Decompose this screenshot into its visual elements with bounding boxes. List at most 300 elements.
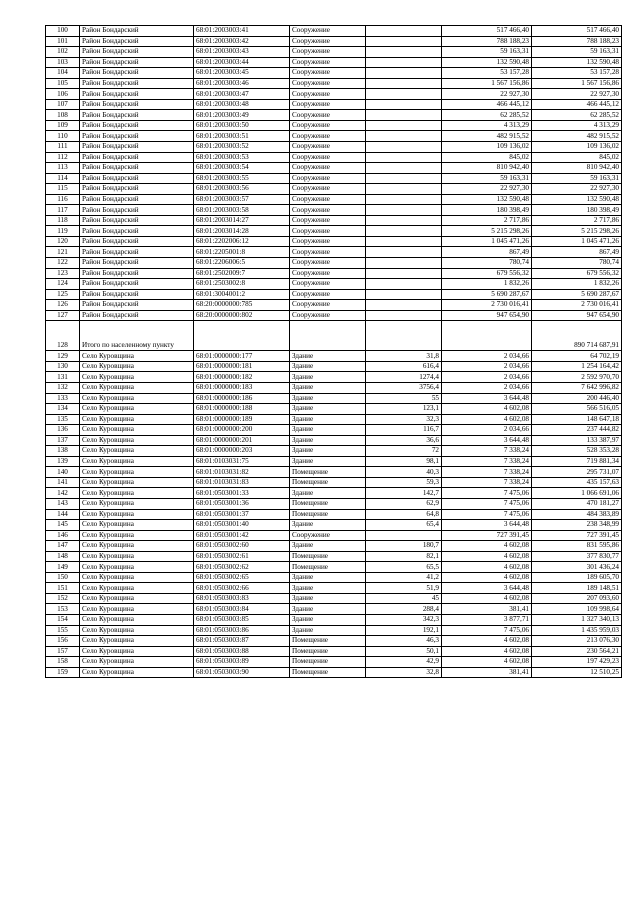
cell-cadastral-number: 68:01:0000000:177 (194, 351, 290, 362)
cell-unit-value: 788 188,23 (442, 36, 532, 47)
cell-unit-value: 2 034,66 (442, 372, 532, 383)
cell-object-type: Сооружение (290, 247, 366, 258)
table-row (46, 57, 622, 68)
table-row (46, 520, 622, 531)
cell-object-type: Здание (290, 351, 366, 362)
cell-cadastral-number: 68:01:2202006:12 (194, 236, 290, 247)
cell-object-type: Помещение (290, 498, 366, 509)
cell-locality: Село Куровщина (80, 446, 194, 457)
cell-area (366, 78, 442, 89)
cell-cadastral-number: 68:01:2003003:49 (194, 110, 290, 121)
cell-object-type: Здание (290, 593, 366, 604)
table-row (46, 99, 622, 110)
cell-unit-value: 4 313,29 (442, 120, 532, 131)
cell-unit-value: 132 590,48 (442, 194, 532, 205)
cell-unit-value: 381,41 (442, 667, 532, 678)
cell-area (366, 236, 442, 247)
cell-area: 45 (366, 593, 442, 604)
cell-row-number: 156 (46, 636, 80, 647)
cell-cadastral-value: 719 881,34 (532, 456, 622, 467)
cell-cadastral-number: 68:01:2003014:27 (194, 215, 290, 226)
cell-cadastral-value: 189 148,51 (532, 583, 622, 594)
cell-object-type: Сооружение (290, 152, 366, 163)
cell-row-number: 155 (46, 625, 80, 636)
cell-row-number: 104 (46, 68, 80, 79)
table-row (46, 583, 622, 594)
table-row (46, 425, 622, 436)
table-row (46, 173, 622, 184)
cell-row-number: 111 (46, 142, 80, 153)
cell-cadastral-number: 68:01:2003003:57 (194, 194, 290, 205)
cell-unit-value: 2 034,66 (442, 361, 532, 372)
cell-area: 62,9 (366, 498, 442, 509)
cell-cadastral-number: 68:01:2003003:56 (194, 184, 290, 195)
cell-area: 192,1 (366, 625, 442, 636)
table-row (46, 372, 622, 383)
cell-locality: Село Куровщина (80, 509, 194, 520)
cell-cadastral-number: 68:01:0503003:88 (194, 646, 290, 657)
cell-row-number: 125 (46, 289, 80, 300)
cell-row-number: 135 (46, 414, 80, 425)
cell-object-type: Сооружение (290, 258, 366, 269)
cell-object-type: Сооружение (290, 289, 366, 300)
cell-row-number: 120 (46, 236, 80, 247)
table-row (46, 205, 622, 216)
cell-cadastral-value: 237 444,82 (532, 425, 622, 436)
cell-cadastral-value: 780,74 (532, 258, 622, 269)
cell-cadastral-value: 22 927,30 (532, 89, 622, 100)
cell-locality: Село Куровщина (80, 551, 194, 562)
cell-unit-value: 5 690 287,67 (442, 289, 532, 300)
table-body (46, 26, 622, 678)
table-row (46, 572, 622, 583)
cell-object-type: Сооружение (290, 142, 366, 153)
table-row (46, 310, 622, 321)
cell-locality: Село Куровщина (80, 393, 194, 404)
cell-cadastral-value: 7 642 996,82 (532, 382, 622, 393)
cell-unit-value: 2 034,66 (442, 351, 532, 362)
cell-cadastral-number: 68:01:0503003:84 (194, 604, 290, 615)
cell-cadastral-value: 2 730 016,41 (532, 300, 622, 311)
cell-unit-value: 53 157,28 (442, 68, 532, 79)
cell-cadastral-value: 5 690 287,67 (532, 289, 622, 300)
cell-unit-value: 2 730 016,41 (442, 300, 532, 311)
cell-locality: Село Куровщина (80, 593, 194, 604)
cell-area (366, 152, 442, 163)
cell-area (366, 36, 442, 47)
cell-cadastral-number: 68:01:0503001:33 (194, 488, 290, 499)
cell-object-type: Здание (290, 583, 366, 594)
cell-unit-value: 180 398,49 (442, 205, 532, 216)
cell-object-type: Здание (290, 414, 366, 425)
cell-row-number: 152 (46, 593, 80, 604)
cell-cadastral-number: 68:01:0000000:200 (194, 425, 290, 436)
cell-row-number: 102 (46, 47, 80, 58)
cell-area (366, 289, 442, 300)
cell-cadastral-value: 132 590,48 (532, 57, 622, 68)
cell-locality: Район Бондарский (80, 289, 194, 300)
cell-area: 142,7 (366, 488, 442, 499)
cell-area: 3756,4 (366, 382, 442, 393)
cell-cadastral-number: 68:01:2003003:51 (194, 131, 290, 142)
cell-area: 342,3 (366, 614, 442, 625)
cell-object-type: Помещение (290, 636, 366, 647)
cell-unit-value: 4 602,08 (442, 551, 532, 562)
cell-unit-value: 7 338,24 (442, 446, 532, 457)
cell-row-number: 123 (46, 268, 80, 279)
cell-area (366, 247, 442, 258)
cell-unit-value: 2 034,66 (442, 425, 532, 436)
cell-row-number: 158 (46, 657, 80, 668)
cell-row-number: 142 (46, 488, 80, 499)
table-row (46, 78, 622, 89)
cell-area (366, 321, 442, 351)
cell-object-type: Сооружение (290, 300, 366, 311)
cell-area (366, 205, 442, 216)
cell-cadastral-number: 68:01:0503001:37 (194, 509, 290, 520)
cell-area (366, 68, 442, 79)
property-table (45, 25, 622, 678)
cell-object-type: Сооружение (290, 36, 366, 47)
cell-cadastral-number: 68:01:0503001:42 (194, 530, 290, 541)
cell-cadastral-value: 810 942,40 (532, 163, 622, 174)
cell-cadastral-number: 68:01:2003003:55 (194, 173, 290, 184)
cell-cadastral-number: 68:01:0503002:60 (194, 541, 290, 552)
cell-row-number: 127 (46, 310, 80, 321)
cell-locality: Район Бондарский (80, 110, 194, 121)
cell-row-number: 108 (46, 110, 80, 121)
cell-locality: Район Бондарский (80, 26, 194, 37)
cell-locality: Район Бондарский (80, 36, 194, 47)
cell-locality: Село Куровщина (80, 467, 194, 478)
cell-cadastral-number: 68:01:0503003:90 (194, 667, 290, 678)
cell-area: 82,1 (366, 551, 442, 562)
cell-locality: Село Куровщина (80, 604, 194, 615)
cell-cadastral-number: 68:01:2003003:43 (194, 47, 290, 58)
cell-cadastral-value: 148 647,18 (532, 414, 622, 425)
cell-cadastral-value: 435 157,63 (532, 477, 622, 488)
cell-locality: Село Куровщина (80, 435, 194, 446)
cell-cadastral-value: 12 510,25 (532, 667, 622, 678)
table-row (46, 467, 622, 478)
cell-row-number: 106 (46, 89, 80, 100)
cell-locality: Село Куровщина (80, 657, 194, 668)
cell-row-number: 144 (46, 509, 80, 520)
cell-object-type: Сооружение (290, 120, 366, 131)
cell-unit-value: 5 215 298,26 (442, 226, 532, 237)
cell-area: 72 (366, 446, 442, 457)
table-row (46, 636, 622, 647)
cell-area (366, 279, 442, 290)
cell-cadastral-value: 230 564,21 (532, 646, 622, 657)
cell-area: 46,3 (366, 636, 442, 647)
cell-object-type: Сооружение (290, 236, 366, 247)
cell-cadastral-number: 68:01:3004001:2 (194, 289, 290, 300)
cell-cadastral-value: 679 556,32 (532, 268, 622, 279)
cell-unit-value: 7 338,24 (442, 477, 532, 488)
cell-locality: Район Бондарский (80, 120, 194, 131)
cell-cadastral-value: 133 387,97 (532, 435, 622, 446)
cell-area (366, 173, 442, 184)
cell-object-type (290, 321, 366, 351)
cell-row-number: 118 (46, 215, 80, 226)
cell-object-type: Здание (290, 488, 366, 499)
cell-area (366, 184, 442, 195)
cell-row-number: 128 (46, 321, 80, 351)
cell-object-type: Сооружение (290, 205, 366, 216)
cell-cadastral-value: 180 398,49 (532, 205, 622, 216)
cell-object-type: Сооружение (290, 68, 366, 79)
cell-unit-value: 810 942,40 (442, 163, 532, 174)
cell-cadastral-value: 4 313,29 (532, 120, 622, 131)
cell-row-number: 131 (46, 372, 80, 383)
cell-cadastral-number: 68:01:2003003:53 (194, 152, 290, 163)
table-row (46, 498, 622, 509)
cell-cadastral-number: 68:01:0000000:203 (194, 446, 290, 457)
cell-cadastral-value: 470 181,27 (532, 498, 622, 509)
table-row (46, 268, 622, 279)
table-row (46, 667, 622, 678)
cell-area (366, 57, 442, 68)
cell-locality: Село Куровщина (80, 646, 194, 657)
cell-object-type: Сооружение (290, 268, 366, 279)
cell-cadastral-value: 59 163,31 (532, 173, 622, 184)
cell-object-type: Здание (290, 625, 366, 636)
cell-row-number: 132 (46, 382, 80, 393)
cell-area (366, 258, 442, 269)
cell-unit-value: 109 136,02 (442, 142, 532, 153)
cell-object-type: Здание (290, 404, 366, 415)
cell-area: 616,4 (366, 361, 442, 372)
cell-locality: Село Куровщина (80, 414, 194, 425)
cell-row-number: 124 (46, 279, 80, 290)
cell-locality: Село Куровщина (80, 477, 194, 488)
cell-unit-value: 1 567 156,86 (442, 78, 532, 89)
cell-object-type: Сооружение (290, 26, 366, 37)
cell-cadastral-number: 68:01:2003003:50 (194, 120, 290, 131)
cell-cadastral-number: 68:01:2003003:54 (194, 163, 290, 174)
table-row (46, 184, 622, 195)
table-row (46, 131, 622, 142)
cell-cadastral-value: 482 915,52 (532, 131, 622, 142)
cell-locality: Район Бондарский (80, 57, 194, 68)
table-row (46, 152, 622, 163)
cell-object-type: Здание (290, 382, 366, 393)
cell-unit-value: 7 338,24 (442, 456, 532, 467)
cell-unit-value (442, 321, 532, 351)
cell-object-type: Сооружение (290, 89, 366, 100)
table-row (46, 226, 622, 237)
table-row (46, 120, 622, 131)
cell-area: 50,1 (366, 646, 442, 657)
cell-locality: Район Бондарский (80, 99, 194, 110)
cell-locality: Район Бондарский (80, 205, 194, 216)
cell-row-number: 148 (46, 551, 80, 562)
cell-unit-value: 4 602,08 (442, 657, 532, 668)
cell-area: 51,9 (366, 583, 442, 594)
cell-area: 1274,4 (366, 372, 442, 383)
cell-cadastral-value: 301 436,24 (532, 562, 622, 573)
cell-locality: Село Куровщина (80, 488, 194, 499)
cell-locality: Село Куровщина (80, 614, 194, 625)
table-row (46, 562, 622, 573)
cell-locality: Итого по населенному пункту (80, 321, 194, 351)
table-row (46, 300, 622, 311)
cell-row-number: 114 (46, 173, 80, 184)
cell-locality: Село Куровщина (80, 636, 194, 647)
cell-unit-value: 4 602,08 (442, 541, 532, 552)
cell-cadastral-number: 68:01:0103031:82 (194, 467, 290, 478)
cell-row-number: 129 (46, 351, 80, 362)
cell-object-type: Здание (290, 614, 366, 625)
table-row (46, 404, 622, 415)
cell-area: 36,6 (366, 435, 442, 446)
cell-cadastral-value: 890 714 687,91 (532, 321, 622, 351)
cell-area: 123,1 (366, 404, 442, 415)
cell-unit-value: 482 915,52 (442, 131, 532, 142)
cell-cadastral-number: 68:01:0000000:183 (194, 382, 290, 393)
cell-unit-value: 3 644,48 (442, 435, 532, 446)
cell-row-number: 130 (46, 361, 80, 372)
cell-cadastral-value: 213 076,30 (532, 636, 622, 647)
cell-row-number: 117 (46, 205, 80, 216)
cell-locality: Район Бондарский (80, 163, 194, 174)
cell-row-number: 137 (46, 435, 80, 446)
table-row (46, 142, 622, 153)
cell-object-type: Сооружение (290, 310, 366, 321)
table-row (46, 593, 622, 604)
cell-cadastral-value: 867,49 (532, 247, 622, 258)
cell-area (366, 142, 442, 153)
cell-row-number: 149 (46, 562, 80, 573)
cell-cadastral-number: 68:01:0000000:181 (194, 361, 290, 372)
cell-unit-value: 780,74 (442, 258, 532, 269)
cell-locality: Село Куровщина (80, 498, 194, 509)
cell-cadastral-value: 517 466,40 (532, 26, 622, 37)
cell-area (366, 26, 442, 37)
cell-unit-value: 4 602,08 (442, 562, 532, 573)
cell-cadastral-number: 68:01:0503002:61 (194, 551, 290, 562)
cell-row-number: 101 (46, 36, 80, 47)
cell-unit-value: 62 285,52 (442, 110, 532, 121)
cell-cadastral-value: 109 136,02 (532, 142, 622, 153)
cell-unit-value: 7 475,06 (442, 498, 532, 509)
table-row (46, 435, 622, 446)
cell-locality: Село Куровщина (80, 530, 194, 541)
cell-object-type: Сооружение (290, 110, 366, 121)
cell-object-type: Помещение (290, 467, 366, 478)
cell-cadastral-value: 197 429,23 (532, 657, 622, 668)
cell-locality: Село Куровщина (80, 351, 194, 362)
cell-row-number: 157 (46, 646, 80, 657)
cell-area: 59,3 (366, 477, 442, 488)
cell-area: 32,8 (366, 667, 442, 678)
table-row (46, 393, 622, 404)
table-row (46, 446, 622, 457)
cell-cadastral-number: 68:01:2003003:45 (194, 68, 290, 79)
cell-area (366, 99, 442, 110)
cell-area (366, 89, 442, 100)
cell-area: 64,8 (366, 509, 442, 520)
cell-unit-value: 3 644,48 (442, 520, 532, 531)
cell-row-number: 159 (46, 667, 80, 678)
cell-cadastral-value: 831 595,86 (532, 541, 622, 552)
cell-object-type: Помещение (290, 657, 366, 668)
cell-row-number: 143 (46, 498, 80, 509)
cell-unit-value: 59 163,31 (442, 47, 532, 58)
cell-object-type: Помещение (290, 477, 366, 488)
cell-cadastral-value: 1 832,26 (532, 279, 622, 290)
cell-unit-value: 132 590,48 (442, 57, 532, 68)
cell-row-number: 119 (46, 226, 80, 237)
cell-row-number: 153 (46, 604, 80, 615)
cell-cadastral-number: 68:01:0000000:186 (194, 393, 290, 404)
cell-area: 65,4 (366, 520, 442, 531)
cell-object-type: Сооружение (290, 279, 366, 290)
cell-object-type: Сооружение (290, 47, 366, 58)
cell-locality: Район Бондарский (80, 236, 194, 247)
table-row (46, 215, 622, 226)
cell-cadastral-number: 68:01:2003003:44 (194, 57, 290, 68)
cell-unit-value: 7 338,24 (442, 467, 532, 478)
cell-area (366, 215, 442, 226)
cell-cadastral-value: 377 830,77 (532, 551, 622, 562)
cell-object-type: Здание (290, 361, 366, 372)
cell-locality: Село Куровщина (80, 583, 194, 594)
cell-locality: Район Бондарский (80, 78, 194, 89)
cell-cadastral-value: 295 731,07 (532, 467, 622, 478)
cell-object-type: Помещение (290, 509, 366, 520)
cell-row-number: 107 (46, 99, 80, 110)
cell-object-type: Сооружение (290, 163, 366, 174)
cell-row-number: 121 (46, 247, 80, 258)
table-row (46, 110, 622, 121)
cell-row-number: 105 (46, 78, 80, 89)
table-row (46, 551, 622, 562)
cell-area: 55 (366, 393, 442, 404)
cell-area (366, 268, 442, 279)
table-row (46, 361, 622, 372)
cell-unit-value: 517 466,40 (442, 26, 532, 37)
cell-object-type: Сооружение (290, 215, 366, 226)
cell-cadastral-number: 68:01:2206006:5 (194, 258, 290, 269)
table-row (46, 382, 622, 393)
cell-locality: Село Куровщина (80, 404, 194, 415)
cell-row-number: 136 (46, 425, 80, 436)
table-row (46, 26, 622, 37)
table-row (46, 541, 622, 552)
cell-row-number: 138 (46, 446, 80, 457)
cell-unit-value: 3 644,48 (442, 393, 532, 404)
cell-locality: Село Куровщина (80, 667, 194, 678)
table-row (46, 614, 622, 625)
cell-locality: Район Бондарский (80, 310, 194, 321)
cell-cadastral-number: 68:01:2003003:41 (194, 26, 290, 37)
table-row (46, 247, 622, 258)
cell-area: 31,8 (366, 351, 442, 362)
table-row (46, 279, 622, 290)
cell-cadastral-value: 1 567 156,86 (532, 78, 622, 89)
cell-cadastral-value: 947 654,90 (532, 310, 622, 321)
cell-area (366, 226, 442, 237)
table-row (46, 646, 622, 657)
cell-locality: Район Бондарский (80, 194, 194, 205)
cell-cadastral-number: 68:01:2003003:47 (194, 89, 290, 100)
cell-cadastral-number: 68:01:2003003:46 (194, 78, 290, 89)
cell-cadastral-value: 2 592 970,70 (532, 372, 622, 383)
cell-area: 32,3 (366, 414, 442, 425)
cell-row-number: 126 (46, 300, 80, 311)
